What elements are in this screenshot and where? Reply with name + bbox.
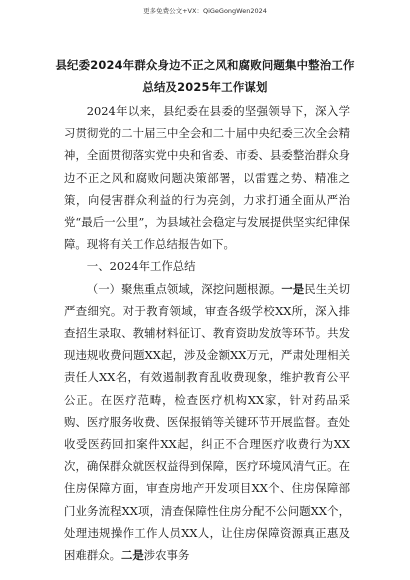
paragraph-prefix: （一）聚焦重点领域，深挖问题根源。 bbox=[86, 281, 282, 296]
paragraph-text-1: 民生关切严查细究。对于教育领域，审查各级学校XX所，深入排查招生录取、教辅材料征订、教育资助发放等环节。共发现违规收费问题XX起，涉及金额XX万元，严肃处理相关责任人XX名，有效遏制教育乱收费现象，维护教育公平公正。在医疗范畴，检查医疗机构XX家，针对药品采购、医疗服务收费、医保报销等关键环节开展监督。查处收受医药回扣案件XX起，纠正不合理医疗收费行为XX次，确保群众就医权益得到保障，医疗环境风清气正。在住房保障方面，审查房地产开发项目XX个、住房保障部门业务流程XX项，清查保障性住房分配不公问题XX个，处理违规操作工作人员XX人，让住房保障资源真正惠及困难群众。 bbox=[64, 281, 350, 563]
intro-paragraph: 2024年以来，县纪委在县委的坚强领导下，深入学习贯彻党的二十届三中全会和二十届中央纪委三次全会精神，全面贯彻落实党中央和省委、市委、县委整治群众身边不正之风和腐败问题决策部署，以雷霆之势、精准之策，向侵害群众利益的行为亮剑，力求打通全面从严治党“最后一公里”，为县域社会稳定与发展提供坚实纪律保障。现将有关工作总结报告如下。 bbox=[64, 104, 350, 252]
document-body bbox=[64, 100, 350, 566]
title-line-1: 县纪委2024年群众身边不正之风和腐败问题集中整治工作 bbox=[55, 58, 355, 72]
paragraph-text-2: 涉农事务 bbox=[143, 548, 190, 563]
header-note: 更多免费公文+VX：QiGeGongWen2024 bbox=[143, 7, 267, 15]
lead-phrase-2: 二是 bbox=[120, 548, 144, 563]
title-line-2: 总结及2025年工作谋划 bbox=[142, 80, 268, 94]
section-heading: 一、2024年工作总结 bbox=[86, 259, 196, 274]
body-paragraph bbox=[64, 278, 350, 567]
document-title bbox=[40, 54, 370, 98]
lead-phrase-1: 一是 bbox=[281, 281, 305, 296]
